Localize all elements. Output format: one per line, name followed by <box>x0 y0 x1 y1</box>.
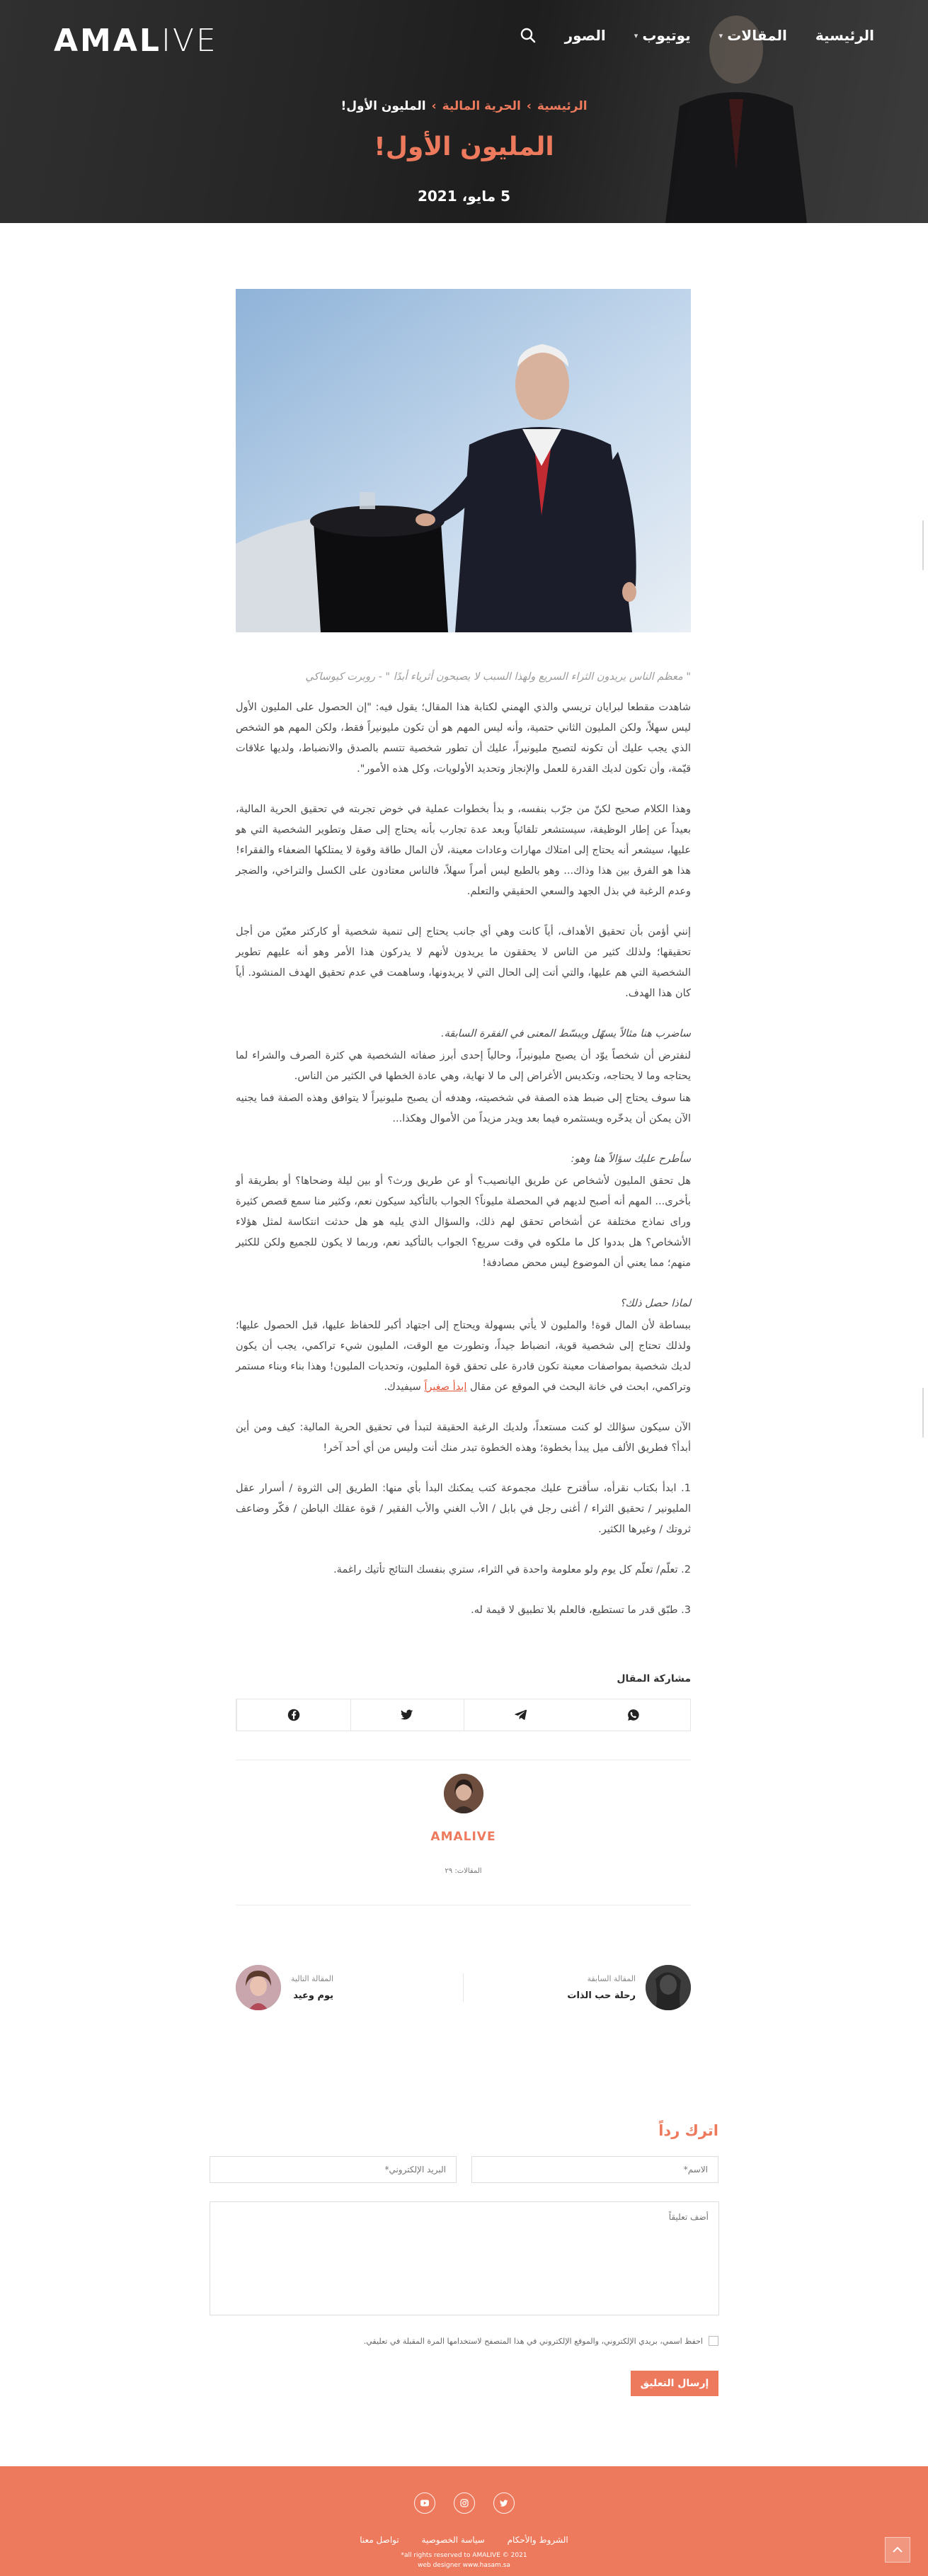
article-paragraph: هنا سوف يحتاج إلى ضبط هذه الصفة في شخصيته، وهدفه أن يصبح مليونيراً لا يتوافق وهذه الصفة فما يجنيه الآن يمكن أن يدخّره ويستثمره فيما بعد ويدر مزيداً من الأموال وهكذا... <box>236 1093 691 1124</box>
inline-article-link[interactable]: ابدأ صغيراً <box>424 1381 467 1393</box>
article-body <box>236 667 691 1641</box>
article-paragraph: ببساطة لأن المال قوة! والمليون لا يأتي بسهولة ويحتاج إلى اجتهاد أكبر للحفاظ عليها، قبل الحصول عليها؛ ولذلك تحتاج إلى شخصية قوية، انضباط جيداً، وتطورت مع الوقت، المليون شيء تراكمي، يجب أن يكون لديك شخصية بمواصفات معينة تكون قادرة على تحقق قوة المليون، وتحديات المليون! وهذا بناء وبناء مستمر وتراكمي، ابحث في خانة البحث في الموقع عن مقال ابدأ صغيراً سيفيدك. <box>236 1320 691 1393</box>
footer-links <box>0 2535 928 2545</box>
article-paragraph: إنني أؤمن بأن تحقيق الأهداف، أياً كانت وهي أي جانب يحتاج إلى تنمية شخصية أو كاركتر معيّن من أجل تحقيقها؛ ولذلك كثير من الناس لا يحققون ما يريدون لأنهم لا يدركون هذا الأمر وهو أنه عليهم تطوير الشخصية التي هم عليها، والتي أتت إلى الحال التي لا يريدونها، وساهمت في عدم تحقيق الهدف المنشود. أياً كان هذا الهدف. <box>236 926 691 999</box>
footer-social-icons <box>0 2492 928 2514</box>
article-paragraph: سأطرح عليك سؤالاً هنا وهو: <box>571 1153 691 1165</box>
save-info-consent[interactable] <box>209 2336 718 2346</box>
speaker-photo <box>236 289 691 632</box>
nav-item-home[interactable]: الرئيسية <box>815 27 874 44</box>
footer-instagram-link[interactable] <box>454 2492 475 2514</box>
name-input[interactable] <box>471 2156 718 2183</box>
next-post-title: يوم وعيد <box>293 1990 334 2001</box>
previous-post-link[interactable] <box>567 1965 691 2010</box>
footer-copyright: 2021 © all rights reserved to AMALIVE* <box>401 2552 527 2559</box>
article-paragraph: هل تحقق المليون لأشخاص عن طريق اليانصيب؟ أو عن طريق ورث؟ أو بين ليلة وضحاها؟ أو بطريقة أو بأخرى... المهم أنه أصبح لديهم في المحصلة مليوناً؟ الجواب بالتأكيد سيكون نعم، وكثير منا سمع قصص كثيرة وراى نماذج مختلفة عن أشخاص تحقق لهم ذلك، والسؤال الذي يليه هو هل حدثت انتكاسة لمثل هؤلاء الأشخاص؟ هل بددوا كل ما ملكوه في وقت سريع؟ الجواب بالتأكيد نعم، وربما لا يكون للجميع ولكن للكثير منهم؛ مما يعني أن الموضوع ليس محض مصادفة! <box>236 1175 691 1269</box>
breadcrumb-home[interactable]: الرئيسية <box>537 99 588 113</box>
email-input[interactable] <box>210 2156 457 2183</box>
breadcrumb-separator-icon: › <box>526 99 532 113</box>
list-item: 3. طبّق قدر ما تستطيع، فالعلم بلا تطبيق لا قيمة له. <box>471 1605 691 1616</box>
share-label: مشاركة المقال <box>617 1673 691 1685</box>
scroll-to-top-button[interactable] <box>885 2537 910 2563</box>
footer-youtube-link[interactable] <box>414 2492 435 2514</box>
previous-post-thumbnail <box>646 1965 691 2010</box>
footer-developer-credit[interactable]: web designer www.hasam.sa <box>418 2562 510 2569</box>
instagram-icon <box>460 2499 469 2507</box>
logo-light-text: IVE <box>161 23 218 59</box>
scroll-indicator <box>922 1388 924 1437</box>
hero-header <box>0 0 928 223</box>
list-item: 2. تعلّم/ تعلّم كل يوم ولو معلومة واحدة في الثراء، ستري بنفسك النتائج تأتيك راغمة. <box>333 1564 691 1575</box>
next-post-thumbnail <box>236 1965 281 2010</box>
scroll-indicator <box>922 520 924 570</box>
breadcrumb-category[interactable]: الحرية المالية <box>442 99 521 113</box>
post-navigation <box>236 1965 691 2014</box>
youtube-icon <box>420 2500 429 2507</box>
article-paragraph: ساضرب هنا مثالاً يسهّل ويبسّط المعنى في الفقرة السابقة. <box>441 1028 691 1039</box>
nav-item-articles[interactable]: المقالات ▾ <box>718 27 787 44</box>
facebook-icon <box>287 1709 300 1721</box>
previous-post-title: رحلة حب الذات <box>567 1990 636 2001</box>
nav-item-youtube[interactable]: يوتيوب ▾ <box>634 27 691 44</box>
article-paragraph: الآن سيكون سؤالك لو كنت مستعداً، ولديك الرغبة الحقيقة لتبدأ في تحقيق الحرية المالية: كيف ومن أين أبدأ؟ فطريق الألف ميل يبدأ بخطوة؛ وهذه الخطوة تبدر منك أنت وليس من أي أحد آخر! <box>236 1422 691 1454</box>
consent-checkbox[interactable] <box>709 2336 718 2346</box>
breadcrumb <box>0 99 928 113</box>
divider <box>463 1973 464 2002</box>
article-quote: " معظم الناس يريدون الثراء السريع ولهذا السبب لا يصبحون أثرياء أبدًا " - روبرت كيوساكي <box>305 671 691 683</box>
twitter-icon <box>500 2500 508 2507</box>
chevron-down-icon: ▾ <box>634 30 638 40</box>
page-title: المليون الأول! <box>374 132 554 161</box>
author-name[interactable]: AMALIVE <box>430 1830 496 1844</box>
article-paragraph: لماذا حصل ذلك؟ <box>619 1298 691 1309</box>
article-paragraph: لنفترض أن شخصاً يوّد أن يصبح مليونيراً، وحالياً إحدى أبرز صفاته الشخصية هي كثرة الصرف والشراء لما يحتاجه وما لا يحتاجه، وتكديس الأغراض إلى ما لا نهاية، وهي عادة الخطها في الكثير من الناس. <box>236 1050 691 1082</box>
post-date: 5 مايو، 2021 <box>417 188 511 205</box>
site-logo[interactable] <box>54 23 218 59</box>
next-post-label: المقالة التالية <box>291 1974 334 1983</box>
next-post-link[interactable] <box>236 1965 333 2010</box>
twitter-icon <box>401 1709 413 1721</box>
comment-textarea[interactable] <box>210 2201 719 2315</box>
breadcrumb-separator-icon: › <box>431 99 437 113</box>
footer-link-privacy[interactable]: سياسة الخصوصية <box>421 2535 485 2545</box>
logo-bold-text: AMAL <box>54 23 161 59</box>
share-twitter-button[interactable] <box>350 1699 464 1731</box>
author-post-count: المقالات: ٢٩ <box>445 1867 482 1875</box>
search-icon[interactable] <box>520 27 537 44</box>
list-item: 1. ابدأ بكتاب نقرأه، سأقترح عليك مجموعة كتب يمكنك البدأ بأي منها: الطريق إلى الثروة / أسرار عقل المليونير / تحقيق الثراء / أغنى رجل في بابل / الأب الغني والأب الفقير / قوة عقلك الباطن / فكّر وضاعف ثروتك / وغيرها الكثير. <box>236 1483 691 1535</box>
previous-post-label: المقالة السابقة <box>587 1974 636 1983</box>
site-footer <box>0 2466 928 2576</box>
featured-image <box>236 289 691 632</box>
author-avatar[interactable] <box>444 1774 483 1813</box>
breadcrumb-current: المليون الأول! <box>340 99 426 113</box>
comment-form-title: اترك رداً <box>658 2122 718 2139</box>
footer-twitter-link[interactable] <box>493 2492 515 2514</box>
share-buttons <box>236 1699 691 1731</box>
submit-comment-button[interactable]: إرسال التعليق <box>631 2371 718 2396</box>
chevron-down-icon: ▾ <box>718 30 723 40</box>
share-whatsapp-button[interactable] <box>578 1699 691 1731</box>
chevron-up-icon <box>893 2546 903 2553</box>
article-paragraph: وهذا الكلام صحيح لكنّ من جرّب بنفسه، و بدأ بخطوات عملية في خوض تجربته في تحقيق الحرية المالية، بعيداً عن إطار الوظيفة، سيستشعر تلقائياً وبعد عدة تجارب بأنه يحتاج إلى صقل وتطوير الشخصية التي هو عليها، سيشعر أنه يحتاج إلى امتلاك مهارات وعادات معينة، لأن المال طاقة وقوة لا يمتلكها الضعفاء والفقراء! هذا هو الفرق بين هذا وذاك... وهو بالطبع ليس أمراً سهلاً، فالناس معتادون على الكسل والتراخي، والضجر وعدم الرغبة في بذل الجهد والسعي الحقيقي والتعلم. <box>236 804 691 897</box>
consent-text: احفظ اسمي، بريدي الإلكتروني، والموقع الإلكتروني في هذا المتصفح لاستخدامها المرة المقبلة في تعليقي. <box>363 2336 703 2346</box>
telegram-icon <box>515 1709 527 1721</box>
nav-item-photos[interactable]: الصور <box>564 27 606 44</box>
main-nav <box>520 27 874 44</box>
footer-link-terms[interactable]: الشروط والأحكام <box>507 2535 568 2545</box>
whatsapp-icon <box>627 1709 640 1721</box>
article-paragraph: شاهدت مقطعا لبرايان تريسي والذي الهمني لكتابة هذا المقال؛ يقول فيه: "إن الحصول على المليون الأول ليس سهلاً، ولكن المليون الثاني حتمية، وأنه ليس المهم هو أن تكون مليونيراً فقط، ولكن المهم هو الشخص الذي يجب عليك أن تكونه لتصبح مليونيراً، عليك أن تطور شخصية تتسم بالصدق والانضباط، ولديها علاقات قيّمة، وأن تكون لديك القدرة للعمل والإنجاز وتحديد الأولويات، وكل هذه الأمور". <box>236 702 691 775</box>
share-telegram-button[interactable] <box>464 1699 578 1731</box>
share-facebook-button[interactable] <box>236 1699 350 1731</box>
footer-link-contact[interactable]: تواصل معنا <box>360 2535 399 2545</box>
